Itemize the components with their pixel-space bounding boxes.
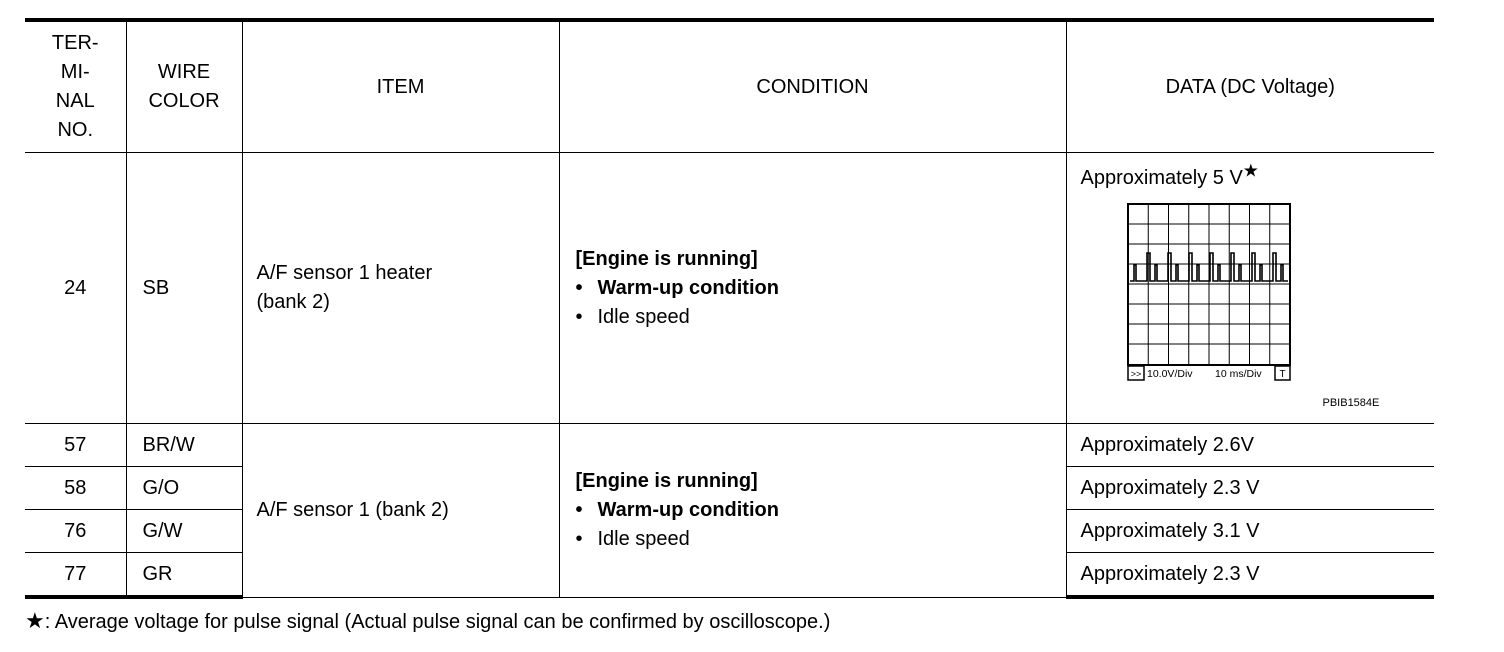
header-row: [25, 20, 1434, 153]
terminal-cell: 77: [25, 553, 126, 598]
condition-item: [576, 496, 1066, 525]
star-icon: ★: [1242, 160, 1259, 181]
wire-color-cell: GR: [126, 553, 242, 598]
condition-item: [576, 525, 1066, 554]
bullet: •: [575, 305, 583, 328]
footnote: [25, 608, 830, 634]
condition-text: Idle speed: [597, 305, 690, 328]
header-data: DATA (DC Voltage): [1066, 20, 1434, 153]
figure-reference-code: PBIB1584E: [1322, 397, 1380, 409]
condition-item: [576, 303, 1066, 332]
header-wire-color: WIRE COLOR: [126, 20, 242, 153]
condition-text: Warm-up condition: [597, 498, 779, 521]
data-cell: Approximately 2.6V: [1066, 424, 1434, 467]
data-with-scope: [1080, 153, 1435, 409]
scope-volt-div: 10.0V/Div: [1146, 368, 1193, 380]
data-cell: Approximately 2.3 V: [1066, 553, 1434, 598]
wire-color-cell: SB: [126, 153, 242, 424]
oscilloscope-waveform: [1127, 203, 1297, 385]
wire-color-cell: G/W: [126, 510, 242, 553]
terminal-data-table: [25, 18, 1434, 599]
table-row: [25, 424, 1434, 467]
terminal-cell: 76: [25, 510, 126, 553]
scope-corner-label: >>: [1130, 369, 1141, 379]
bullet: •: [575, 498, 583, 521]
header-terminal: TER- MI- NAL NO.: [25, 20, 126, 153]
terminal-cell: 57: [25, 424, 126, 467]
bullet: •: [575, 276, 583, 299]
condition-text: Warm-up condition: [597, 276, 779, 299]
data-cell: Approximately 2.3 V: [1066, 467, 1434, 510]
terminal-cell: 24: [25, 153, 126, 424]
header-item: ITEM: [242, 20, 559, 153]
scope-time-div: 10 ms/Div: [1214, 368, 1262, 380]
terminal-cell: 58: [25, 467, 126, 510]
header-condition: CONDITION: [559, 20, 1066, 153]
scope-trigger-label: T: [1278, 369, 1286, 380]
condition-cell: [559, 153, 1066, 424]
condition-heading: [Engine is running]: [575, 247, 758, 270]
table-row: [25, 153, 1434, 424]
data-cell: [1066, 153, 1434, 424]
star-icon: ★: [25, 608, 45, 633]
wire-color-cell: G/O: [126, 467, 242, 510]
item-cell: A/F sensor 1 heater (bank 2): [242, 153, 559, 424]
condition-cell: [559, 424, 1066, 598]
wire-color-cell: BR/W: [126, 424, 242, 467]
condition-text: Idle speed: [597, 527, 690, 550]
item-cell: A/F sensor 1 (bank 2): [242, 424, 559, 598]
condition-heading: [Engine is running]: [575, 469, 758, 492]
footnote-text: : Average voltage for pulse signal (Actual pulse signal can be confirmed by oscilloscope.): [44, 611, 831, 633]
data-value: [1080, 160, 1259, 190]
condition-item: [576, 274, 1066, 303]
data-text: Approximately 5 V: [1080, 167, 1243, 189]
data-cell: Approximately 3.1 V: [1066, 510, 1434, 553]
bullet: •: [575, 527, 583, 550]
